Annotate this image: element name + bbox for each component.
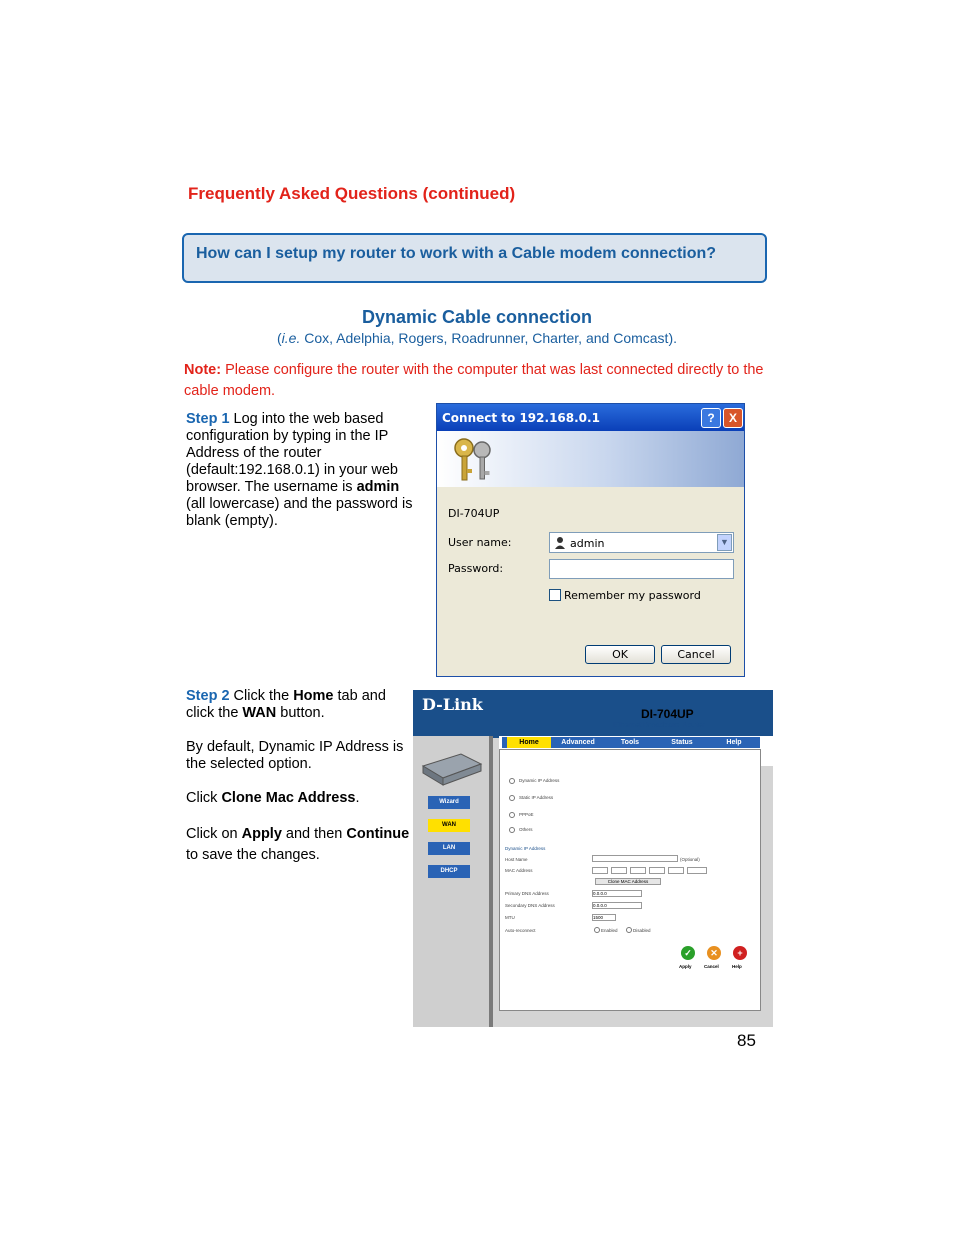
login-dialog bbox=[436, 403, 745, 677]
radio-others[interactable] bbox=[509, 827, 515, 833]
dynamic-section-label: Dynamic IP Address bbox=[505, 846, 546, 851]
dns2-field[interactable]: 0.0.0.0 bbox=[592, 902, 642, 909]
tab-help[interactable]: Help bbox=[726, 739, 742, 746]
host-name-optional: (Optional) bbox=[680, 857, 700, 862]
help-label: Help bbox=[732, 964, 742, 969]
question-text: How can I setup my router to work with a Cable modem connection? bbox=[196, 245, 717, 262]
auto-reconnect-label: Auto-reconnect bbox=[505, 928, 536, 933]
remember-label: Remember my password bbox=[564, 589, 701, 602]
tab-home[interactable]: Home bbox=[507, 737, 551, 748]
radio-dynamic[interactable] bbox=[509, 778, 515, 784]
host-name-field[interactable] bbox=[592, 855, 678, 862]
section-subtitle: (i.e. Cox, Adelphia, Rogers, Roadrunner, Charter, and Comcast). bbox=[277, 330, 677, 346]
nav-lan[interactable]: LAN bbox=[428, 842, 470, 855]
tab-status[interactable]: Status bbox=[671, 739, 693, 746]
password-label: Password: bbox=[448, 562, 504, 575]
mac-field-5[interactable] bbox=[668, 867, 684, 874]
password-field[interactable] bbox=[549, 559, 734, 579]
ok-button[interactable]: OK bbox=[585, 645, 655, 664]
radio-auto-enabled[interactable] bbox=[594, 927, 600, 933]
radio-pppoe[interactable] bbox=[509, 812, 515, 818]
username-field[interactable] bbox=[549, 532, 734, 553]
tab-tools[interactable]: Tools bbox=[620, 739, 640, 746]
keys-icon bbox=[449, 435, 499, 483]
router-icon bbox=[421, 752, 483, 786]
auto-enabled-label: Enabled bbox=[601, 928, 618, 933]
page-number: 85 bbox=[737, 1031, 756, 1050]
mac-field-6[interactable] bbox=[687, 867, 707, 874]
dlink-model: DI-704UP bbox=[641, 707, 694, 721]
faq-header: Frequently Asked Questions (continued) bbox=[188, 184, 516, 203]
radio-auto-disabled[interactable] bbox=[626, 927, 632, 933]
apply-label: Apply bbox=[679, 964, 692, 969]
user-icon bbox=[554, 536, 566, 549]
dns1-label: Primary DNS Address bbox=[505, 891, 549, 896]
remember-checkbox[interactable] bbox=[549, 589, 561, 601]
cancel-label: Cancel bbox=[704, 964, 719, 969]
radio-static[interactable] bbox=[509, 795, 515, 801]
close-button[interactable]: X bbox=[723, 408, 743, 428]
dns1-field[interactable]: 0.0.0.0 bbox=[592, 890, 642, 897]
nav-dhcp[interactable]: DHCP bbox=[428, 865, 470, 878]
host-name-label: Host Name bbox=[505, 857, 528, 862]
dns2-label: Secondary DNS Address bbox=[505, 903, 555, 908]
mac-field-1[interactable] bbox=[592, 867, 608, 874]
cancel-button[interactable]: Cancel bbox=[661, 645, 731, 664]
dialog-title: Connect to 192.168.0.1 bbox=[442, 411, 600, 425]
dialog-banner bbox=[437, 431, 744, 487]
username-value: admin bbox=[570, 537, 605, 550]
dlink-screenshot bbox=[413, 690, 773, 1027]
help-button[interactable]: ? bbox=[701, 408, 721, 428]
cancel-icon[interactable]: ✕ bbox=[707, 946, 721, 960]
note: Note: Please configure the router with the computer that was last connected directly to the cable modem. bbox=[184, 362, 764, 399]
username-label: User name: bbox=[448, 536, 512, 549]
dlink-model-sub: Ethernet Broadband Router bbox=[613, 722, 705, 729]
mac-label: MAC Address bbox=[505, 868, 533, 873]
mtu-field[interactable]: 1500 bbox=[592, 914, 616, 921]
mac-field-4[interactable] bbox=[649, 867, 665, 874]
step-2-text: Step 2 Click the Home tab and click the WAN button. By default, Dynamic IP Address is the selected option. Click Clone Mac Address. Click on Apply and then Continue to save the changes. bbox=[186, 688, 410, 863]
clone-mac-button[interactable]: Clone MAC Address bbox=[595, 878, 661, 885]
option-dynamic: Dynamic IP Address bbox=[519, 778, 560, 783]
nav-wan[interactable]: WAN bbox=[428, 819, 470, 832]
mac-field-3[interactable] bbox=[630, 867, 646, 874]
option-others: Others bbox=[519, 827, 533, 832]
section-title: Dynamic Cable connection bbox=[361, 307, 593, 327]
apply-icon[interactable]: ✓ bbox=[681, 946, 695, 960]
tab-advanced[interactable]: Advanced bbox=[561, 739, 595, 746]
chevron-down-icon[interactable]: ▼ bbox=[717, 534, 732, 551]
step-1-text: Step 1 Log into the web based configuration by typing in the IP Address of the router (default:192.168.0.1) in your web browser. The username is admin (all lowercase) and the password is blank (empty). bbox=[186, 411, 413, 529]
auto-disabled-label: Disabled bbox=[633, 928, 651, 933]
option-static: Static IP Address bbox=[519, 795, 554, 800]
dlink-logo: D-Link bbox=[422, 695, 483, 714]
mtu-label: MTU bbox=[505, 915, 515, 920]
nav-wizard[interactable]: Wizard bbox=[428, 796, 470, 809]
option-pppoe: PPPoE bbox=[519, 812, 534, 817]
mac-field-2[interactable] bbox=[611, 867, 627, 874]
device-name: DI-704UP bbox=[448, 507, 500, 520]
help-icon[interactable]: + bbox=[733, 946, 747, 960]
